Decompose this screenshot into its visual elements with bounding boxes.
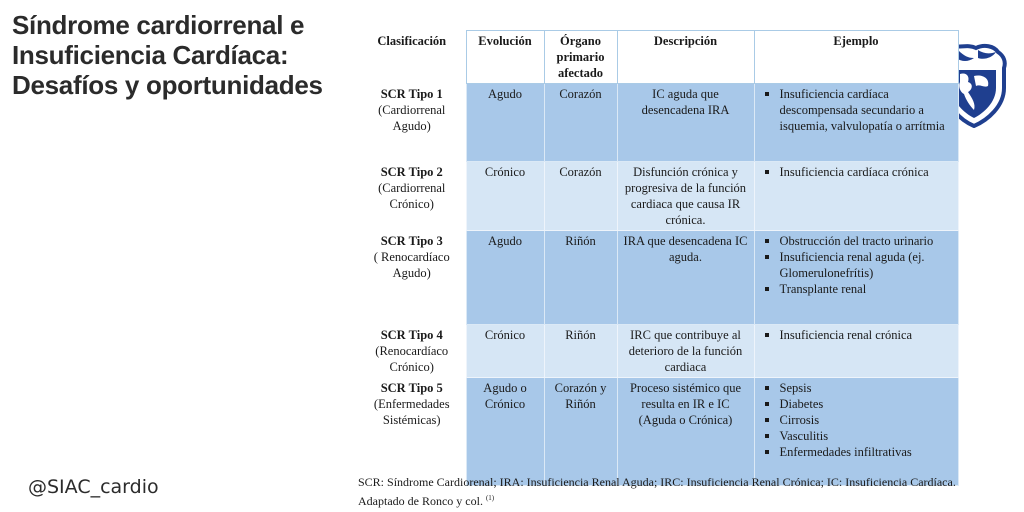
social-handle: @SIAC_cardio [28,476,159,498]
footnote-text: SCR: Síndrome Cardiorenal; IRA: Insuficiencia Renal Aguda; IRC: Insuficiencia Renal Crónica; IC: Insuficiencia Cardíaca. Adaptado de Ronco y col. [358,475,956,508]
type-label: SCR Tipo 3 [380,233,443,248]
classification-cell [358,231,466,325]
example-item: Insuficiencia cardíaca crónica [761,164,952,180]
example-item: Insuficiencia renal aguda (ej. Glomerulonefrítis) [761,249,952,281]
example-cell [754,231,958,325]
example-item: Cirrosis [761,412,952,428]
classification-cell [358,325,466,378]
footnote-reference: (1) [485,494,495,502]
organ-cell: Corazón [544,162,617,231]
example-item: Insuficiencia renal crónica [761,327,952,343]
table-row [358,162,958,231]
organ-cell: Riñón [544,231,617,325]
description-cell: IRC que contribuye al deterioro de la función cardiaca [617,325,754,378]
table-header-row [358,31,958,84]
column-header: Clasificación [358,31,466,84]
slide-title: Síndrome cardiorrenal e Insuficiencia Cardíaca: Desafíos y oportunidades [12,10,323,100]
column-header: Descripción [617,31,754,84]
example-item: Insuficiencia cardíaca descompensada secundario a isquemia, valvulopatía o arrítmia [761,86,952,134]
organ-cell: Riñón [544,325,617,378]
example-cell [754,325,958,378]
table-row [358,231,958,325]
column-header: Evolución [466,31,544,84]
evolution-cell: Agudo o Crónico [466,378,544,486]
example-item: Transplante renal [761,281,952,297]
description-cell: Proceso sistémico que resulta en IR e IC (Aguda o Crónica) [617,378,754,486]
classification-cell [358,162,466,231]
type-subtitle: (Cardiorrenal Crónico) [378,180,446,211]
type-label: SCR Tipo 2 [380,164,443,179]
column-header: Ejemplo [754,31,958,84]
description-cell: IC aguda que desencadena IRA [617,84,754,162]
example-item: Vasculitis [761,428,952,444]
organ-cell: Corazón [544,84,617,162]
classification-panel [346,30,958,512]
type-subtitle: ( Renocardíaco Agudo) [373,249,450,280]
type-label: SCR Tipo 1 [380,86,443,101]
type-subtitle: (Renocardíaco Crónico) [375,343,449,374]
type-label: SCR Tipo 4 [380,327,443,342]
example-item: Obstrucción del tracto urinario [761,233,952,249]
description-cell: Disfunción crónica y progresiva de la función cardiaca que causa IR crónica. [617,162,754,231]
example-item: Sepsis [761,380,952,396]
organ-cell: Corazón y Riñón [544,378,617,486]
evolution-cell: Agudo [466,84,544,162]
table-row [358,325,958,378]
example-cell [754,162,958,231]
evolution-cell: Crónico [466,325,544,378]
example-cell [754,378,958,486]
table-row [358,84,958,162]
type-subtitle: (Enfermedades Sistémicas) [373,396,450,427]
description-cell: IRA que desencadena IC aguda. [617,231,754,325]
example-item: Enfermedades infiltrativas [761,444,952,460]
evolution-cell: Crónico [466,162,544,231]
evolution-cell: Agudo [466,231,544,325]
example-item: Diabetes [761,396,952,412]
classification-cell [358,84,466,162]
table-footnote [358,474,958,509]
example-cell [754,84,958,162]
table-row [358,378,958,486]
column-header: Órgano primario afectado [544,31,617,84]
cardiorenal-classification-table [358,30,959,486]
type-label: SCR Tipo 5 [380,380,443,395]
classification-cell [358,378,466,486]
type-subtitle: (Cardiorrenal Agudo) [378,102,446,133]
